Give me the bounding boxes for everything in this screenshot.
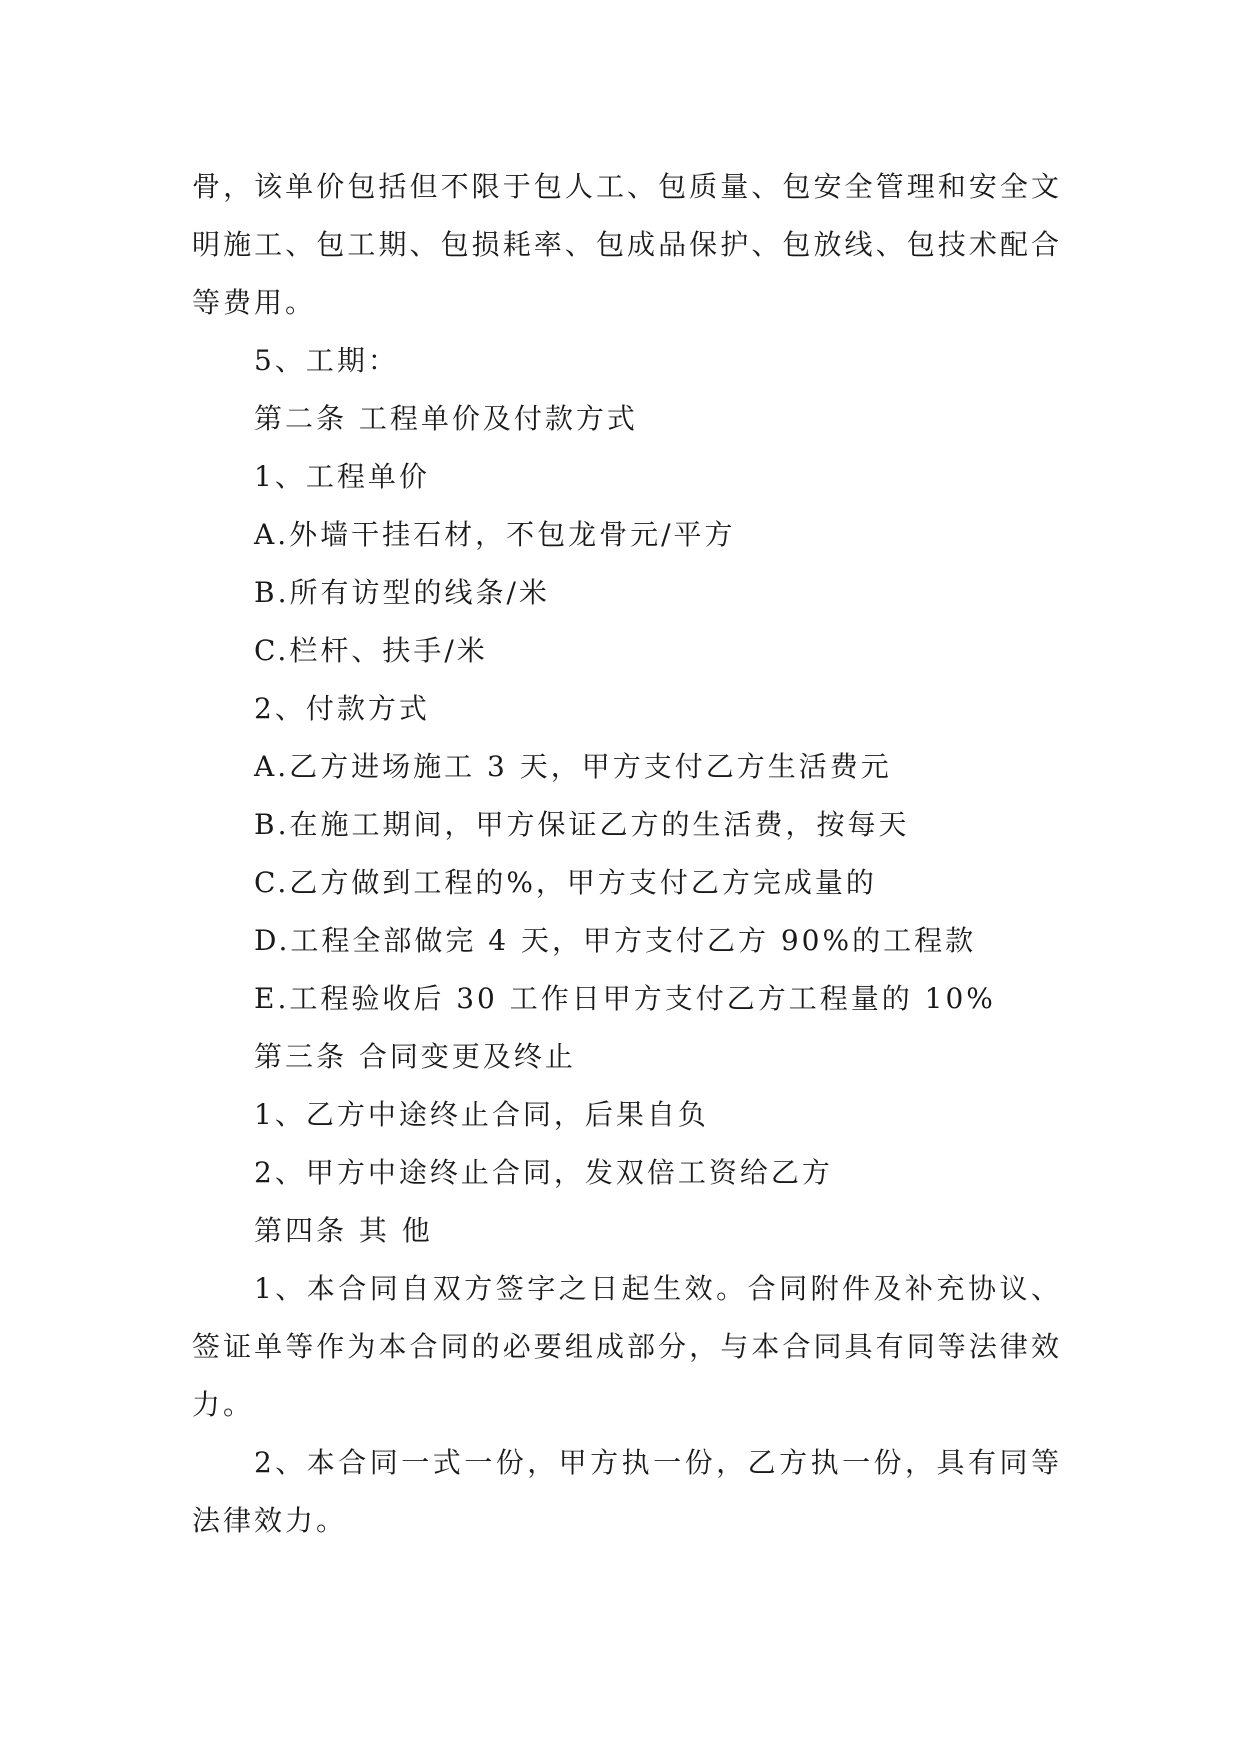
paragraph-construction-period: 5、工期： (254, 344, 399, 377)
paragraph-unit-price-continuation: 骨，该单价包括但不限于包人工、包质量、包安全管理和安全文明施工、包工期、包损耗率、包成品保护、包放线、包技术配合等费用。 (192, 170, 1062, 319)
paragraph-unit-price-heading: 1、工程单价 (254, 460, 430, 493)
paragraph-payment-d: D.工程全部做完 4 天，甲方支付乙方 90%的工程款 (254, 924, 977, 957)
paragraph-unit-price-c: C.栏杆、扶手/米 (254, 634, 488, 667)
article-3-heading: 第三条 合同变更及终止 (254, 1040, 576, 1073)
paragraph-unit-price-a: A.外墙干挂石材，不包龙骨元/平方 (254, 518, 736, 551)
paragraph-payment-a: A.乙方进场施工 3 天，甲方支付乙方生活费元 (254, 750, 892, 783)
paragraph-unit-price-b: B.所有访型的线条/米 (254, 576, 550, 609)
paragraph-payment-c: C.乙方做到工程的%，甲方支付乙方完成量的 (254, 866, 877, 899)
paragraph-payment-e: E.工程验收后 30 工作日甲方支付乙方工程量的 10% (254, 982, 996, 1015)
document-body (192, 158, 1062, 1550)
paragraph-termination-1: 1、乙方中途终止合同，后果自负 (254, 1098, 709, 1131)
paragraph-payment-heading: 2、付款方式 (254, 692, 430, 725)
article-2-heading: 第二条 工程单价及付款方式 (254, 402, 638, 435)
paragraph-other-1: 1、本合同自双方签字之日起生效。合同附件及补充协议、签证单等作为本合同的必要组成部分，与本合同具有同等法律效力。 (192, 1272, 1062, 1421)
paragraph-payment-b: B.在施工期间，甲方保证乙方的生活费，按每天 (254, 808, 910, 841)
paragraph-other-2: 2、本合同一式一份，甲方执一份，乙方执一份，具有同等法律效力。 (192, 1446, 1062, 1537)
paragraph-termination-2: 2、甲方中途终止合同，发双倍工资给乙方 (254, 1156, 833, 1189)
article-4-heading: 第四条 其 他 (254, 1214, 433, 1247)
